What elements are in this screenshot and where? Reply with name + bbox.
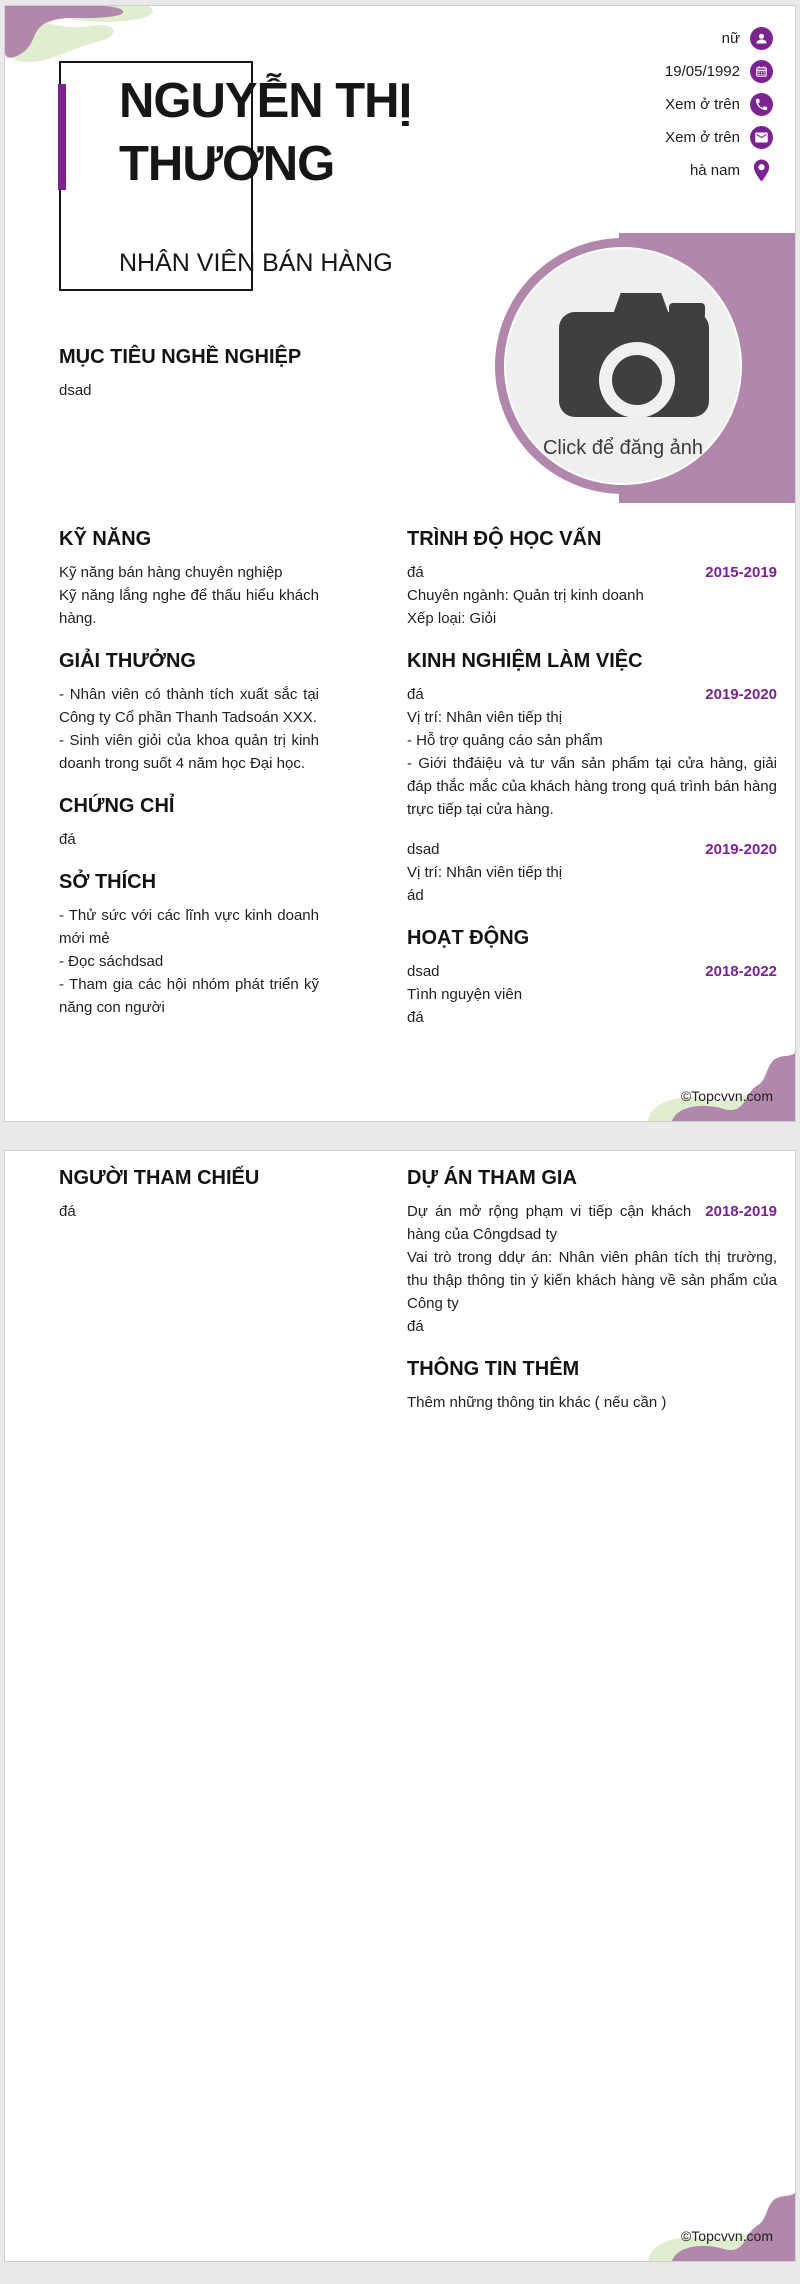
hobby-line: - Thử sức với các lĩnh vực kinh doanh mới mẻ (59, 907, 319, 947)
entry-line: Vị trí: Nhân viên tiếp thị (407, 709, 563, 726)
entry-company: đá (407, 686, 424, 703)
phone-icon (750, 93, 773, 116)
address-value: hà nam (689, 162, 740, 179)
section-heading: HOẠT ĐỘNG (407, 927, 530, 949)
email-value: Xem ở trên (665, 129, 740, 146)
photo-upload-placeholder[interactable] (495, 238, 751, 494)
copyright-watermark: ©Topcvvn.com (680, 1088, 773, 1104)
gender-value: nữ (721, 30, 740, 47)
contact-row-phone (665, 88, 773, 121)
entry-company: dsad (407, 841, 440, 858)
award-line: - Nhân viên có thành tích xuất sắc tại Công ty Cổ phần Thanh Tadsoán XXX. (59, 686, 319, 726)
entry-organization: dsad (407, 963, 440, 980)
contact-row-address (665, 154, 773, 187)
section-heading: KINH NGHIỆM LÀM VIỆC (407, 650, 643, 672)
entry-line: Vai trò trong ddự án: Nhân viên phân tích thị trường, thu thập thông tin ý kiến khách hàng về sản phẩm của Công ty (407, 1249, 777, 1312)
section-activities (407, 925, 777, 1029)
entry-line: đá (407, 1318, 424, 1335)
candidate-name (119, 70, 411, 196)
contact-row-birthdate (665, 55, 773, 88)
objective-text: dsad (59, 382, 92, 399)
candidate-name-line1: NGUYỄN THỊ (119, 74, 412, 128)
entry-date: 2018-2022 (705, 963, 777, 980)
section-heading: DỰ ÁN THAM GIA (407, 1167, 577, 1189)
more-info-line: Thêm những thông tin khác ( nếu cần ) (407, 1394, 667, 1411)
education-entry (407, 561, 777, 630)
section-heading: SỞ THÍCH (59, 871, 157, 893)
entry-line: Chuyên ngành: Quản trị kinh doanh (407, 587, 644, 604)
right-column (407, 526, 777, 1029)
hobby-line: - Tham gia các hội nhóm phát triển kỹ năng con người (59, 976, 319, 1016)
entry-line: - Giới thđáiệu và tư vấn sản phẩm tại cửa hàng, giải đáp thắc mắc của khách hàng trong quá trình bán hàng trực tiếp tại cửa hàng. (407, 755, 777, 818)
entry-date: 2019-2020 (705, 686, 777, 703)
entry-line: đá (407, 1009, 424, 1026)
entry-school: đá (407, 564, 424, 581)
entry-first-line (407, 1200, 777, 1246)
entry-date: 2019-2020 (705, 841, 777, 858)
decorative-corner-bottom-right (620, 1049, 795, 1121)
section-skills (59, 526, 319, 630)
skill-line: Kỹ năng lắng nghe để thấu hiểu khách hàng. (59, 587, 319, 627)
left-column (59, 1165, 319, 1223)
person-icon (750, 27, 773, 50)
location-icon (750, 158, 773, 184)
entry-first-line (407, 683, 777, 706)
right-column (407, 1165, 777, 1414)
phone-value: Xem ở trên (665, 96, 740, 113)
contact-row-gender (665, 22, 773, 55)
section-references (59, 1165, 319, 1223)
reference-line: đá (59, 1203, 76, 1220)
entry-line: - Hỗ trợ quảng cáo sản phẩm (407, 732, 603, 749)
candidate-name-line2: THƯƠNG (119, 137, 335, 191)
entry-line: ád (407, 887, 424, 904)
experience-entry (407, 683, 777, 821)
section-more-info (407, 1356, 777, 1414)
hobby-line: - Đọc sáchdsad (59, 953, 164, 970)
section-heading: MỤC TIÊU NGHỀ NGHIỆP (59, 346, 302, 368)
entry-first-line (407, 561, 777, 584)
section-heading: GIẢI THƯỞNG (59, 650, 196, 672)
section-heading: NGƯỜI THAM CHIẾU (59, 1167, 260, 1189)
photo-inner-disk (504, 247, 742, 485)
experience-entry (407, 838, 777, 907)
award-line: - Sinh viên giỏi của khoa quản trị kinh doanh trong suốt 4 năm học Đại học. (59, 732, 319, 772)
section-certificates (59, 793, 319, 851)
entry-date: 2018-2019 (705, 1203, 777, 1220)
project-entry (407, 1200, 777, 1338)
section-hobbies (59, 869, 319, 1019)
section-heading: TRÌNH ĐỘ HỌC VẤN (407, 528, 602, 550)
name-accent-bar (58, 84, 66, 190)
section-objective (59, 344, 489, 402)
section-heading: THÔNG TIN THÊM (407, 1358, 580, 1380)
job-title: NHÂN VIÊN BÁN HÀNG (119, 249, 393, 277)
email-icon (750, 126, 773, 149)
entry-line: Xếp loại: Giỏi (407, 610, 497, 627)
decorative-corner-top-left (5, 6, 155, 68)
contact-info-list (665, 22, 773, 187)
entry-date: 2015-2019 (705, 564, 777, 581)
section-heading: CHỨNG CHỈ (59, 795, 175, 817)
entry-line: Vị trí: Nhân viên tiếp thị (407, 864, 563, 881)
section-awards (59, 648, 319, 775)
certificate-line: đá (59, 831, 76, 848)
left-column (59, 526, 319, 1019)
skill-line: Kỹ năng bán hàng chuyên nghiệp (59, 564, 283, 581)
decorative-corner-bottom-right (620, 2189, 795, 2261)
section-projects (407, 1165, 777, 1338)
photo-upload-label: Click để đăng ảnh (542, 437, 704, 459)
section-experience (407, 648, 777, 907)
contact-row-email (665, 121, 773, 154)
entry-line: Tình nguyện viên (407, 986, 523, 1003)
project-name: Dự án mở rộng phạm vi tiếp cận khách hàng của Côngdsad ty (407, 1203, 692, 1243)
cv-page-1 (4, 5, 796, 1122)
cv-page-2 (4, 1150, 796, 2262)
copyright-watermark: ©Topcvvn.com (680, 2228, 773, 2244)
calendar-icon (750, 60, 773, 83)
entry-first-line (407, 838, 777, 861)
section-education (407, 526, 777, 630)
section-heading: KỸ NĂNG (59, 528, 152, 550)
entry-first-line (407, 960, 777, 983)
birthdate-value: 19/05/1992 (664, 63, 740, 80)
activity-entry (407, 960, 777, 1029)
